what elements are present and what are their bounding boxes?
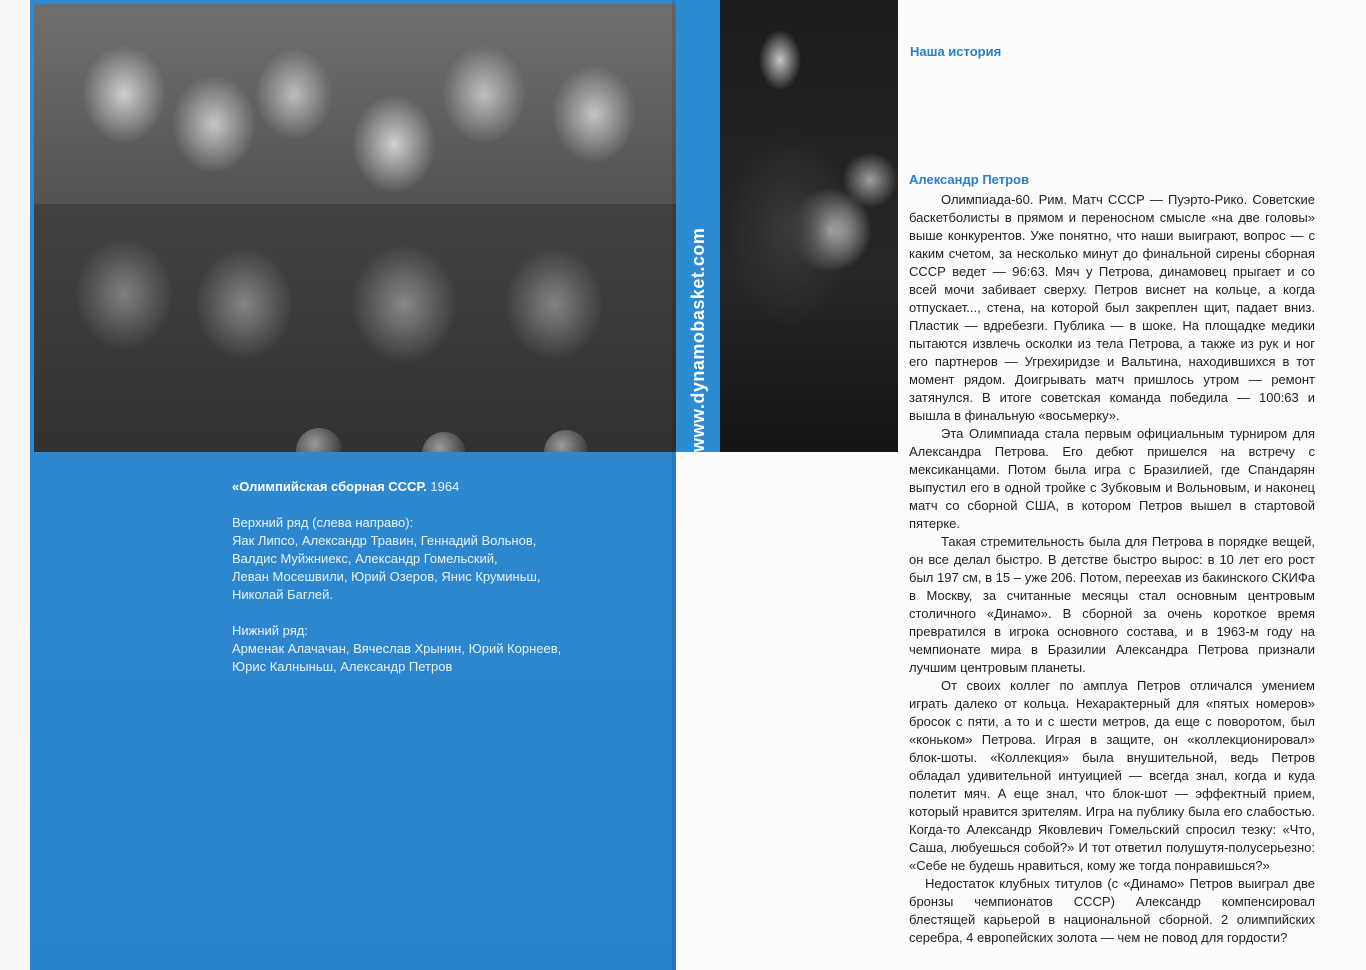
left-page [0, 0, 676, 970]
top-row-line: Яак Липсо, Александр Травин, Геннадий Вольнов, [232, 533, 537, 548]
article-paragraph: Такая стремительность была для Петрова в порядке вещей, он все делал быстро. В детстве быстро вырос: в 10 лет его рост был 197 см, в 15 – уже 206. Потом, переехав из бакинского СКИФа в Москву, за считанные месяцы стал основным центровым столичного «Динамо». В сборной за очень короткое время превратился в игрока основного состава, и в 1963-м году на чемпионате мира в Бразилии Александра Петрова признали лучшим центровым планеты. [909, 534, 1315, 675]
team-photo [34, 4, 676, 452]
top-row-heading: Верхний ряд (слева направо): [232, 515, 414, 530]
caption-year: 1964 [426, 479, 460, 494]
photo-caption [232, 478, 652, 676]
article-paragraph: От своих коллег по амплуа Петров отличался умением играть далеко от кольца. Нехарактерный для «пятых номеров» бросок с пяти, а то и с шести метров, да еще с поворотом, был «коньком» Петрова. Играя в защите, он «коллекционировал» блок-шоты. «Коллекция» была внушительной, ведь Петров обладал удивительной интуицией — всегда знал, когда и куда полетит мяч. А еще знал, что блок-шот — эффектный прием, который нравится зрителям. Игра на публику была его слабостью. Когда-то Александр Яковлевич Гомельский спросил тезку: «Что, Саша, любуешься собой?» И тот ответил полушутя-полусерьезно: «Себе не будешь нравиться, кому же тогда понравишься?» [909, 678, 1315, 873]
article-paragraph: Олимпиада-60. Рим. Матч СССР — Пуэрто-Рико. Советские баскетболисты в прямом и переносном смысле «на две головы» выше конкурентов. Уже понятно, что наши выиграют, вопрос — с каким счетом, за несколько минут до финальной сирены сборная СССР ведет — 96:63. Мяч у Петрова, динамовец прыгает и со всей мочи забивает сверху. Петров виснет на кольце, а когда отпускает..., стена, на которой был закреплен щит, падает вниз. Пластик — вдребезги. Публика — в шоке. На площадке медики пытаются извлечь осколки из тела Петрова, а также из рук и ног его партнеров — Угрехиридзе и Вальтина, находившихся в тот момент рядом. Доигрывать матч пришлось утром — ремонт затянулся. В итоге советская команда победила — 100:63 и вышла в финальную «восьмерку». [909, 192, 1315, 423]
top-row-line: Леван Мосешвили, Юрий Озеров, Янис Круминьш, [232, 569, 541, 584]
page-margin [0, 0, 30, 970]
top-row-line: Николай Баглей. [232, 587, 334, 602]
top-row-line: Валдис Муйжниекс, Александр Гомельский, [232, 551, 498, 566]
photo-shadow [34, 204, 676, 452]
article [909, 171, 1315, 947]
caption-title: «Олимпийская сборная СССР. [232, 479, 427, 494]
bottom-row-line: Юрис Калныньш, Александр Петров [232, 659, 453, 674]
bottom-row-heading: Нижний ряд: [232, 623, 308, 638]
article-heading: Александр Петров [909, 172, 1029, 187]
bottom-row-line: Арменак Алачачан, Вячеслав Хрынин, Юрий Корнеев, [232, 641, 562, 656]
section-label: Наша история [910, 44, 1002, 59]
website-label: www.dynamobasket.com [688, 227, 708, 452]
right-page [676, 0, 1366, 970]
portrait-photo [720, 0, 898, 452]
caption-title-line [232, 478, 652, 496]
article-paragraph: Недостаток клубных титулов (с «Динамо» Петров выиграл две бронзы чемпионатов СССР) Александр компенсировал блестящей карьерой в национальной сборной. 2 олимпийских серебра, 4 европейских золота — чем не повод для гордости? [909, 876, 1315, 945]
article-paragraph: Эта Олимпиада стала первым официальным турниром для Александра Петрова. Его дебют пришелся на встречу с мексиканцами. Потом была игра с Бразилией, где Спандарян выпустил его в одной тройке с Зубковым и Вольновым, и наконец матч со сборной США, в котором Петров вышел в стартовой пятерке. [909, 426, 1315, 531]
